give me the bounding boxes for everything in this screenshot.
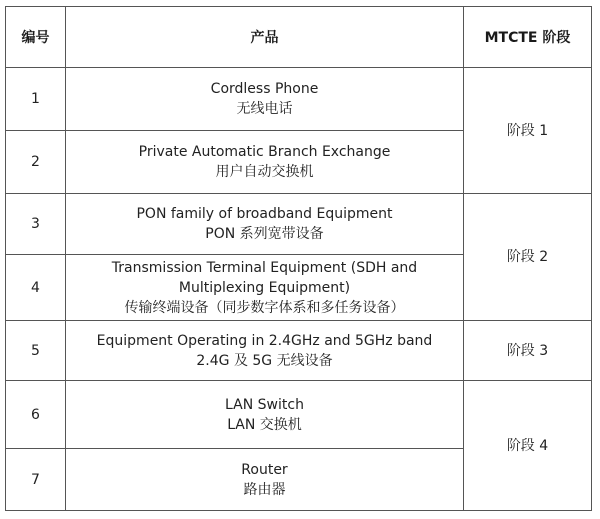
product-cell: [66, 381, 464, 449]
product-name-en: Private Automatic Branch Exchange: [138, 144, 391, 160]
product-name-zh: 2.4G 及 5G 无线设备: [196, 352, 333, 369]
product-cell: [66, 131, 464, 194]
header-stage: MTCTE 阶段: [464, 7, 592, 68]
product-name-en: Transmission Terminal Equipment (SDH and Multiplexing Equipment): [111, 259, 418, 296]
product-name-en: Router: [241, 461, 288, 478]
product-cell: [66, 194, 464, 255]
row-id: 7: [6, 449, 66, 511]
product-name-zh: 无线电话: [236, 101, 293, 117]
product-name-en: PON family of broadband Equipment: [136, 206, 393, 222]
table-row: [6, 321, 592, 381]
header-row: [6, 7, 592, 68]
header-id: 编号: [6, 7, 66, 68]
product-cell: [66, 255, 464, 321]
row-id: 1: [6, 68, 66, 131]
table-row: [6, 381, 592, 449]
product-cell: [66, 321, 464, 381]
table-row: [6, 68, 592, 131]
product-name-zh: PON 系列宽带设备: [205, 226, 324, 242]
product-cell: [66, 68, 464, 131]
mtcte-phase-table: [5, 6, 592, 511]
row-id: 2: [6, 131, 66, 194]
product-cell: [66, 449, 464, 511]
stage-cell: 阶段 1: [464, 68, 592, 194]
stage-cell: 阶段 2: [464, 194, 592, 321]
row-id: 4: [6, 255, 66, 321]
table-row: [6, 194, 592, 255]
row-id: 3: [6, 194, 66, 255]
product-name-en: Equipment Operating in 2.4GHz and 5GHz band: [96, 332, 433, 349]
header-product: 产品: [66, 7, 464, 68]
product-name-zh: 传输终端设备（同步数字体系和多任务设备）: [124, 299, 405, 316]
stage-cell: 阶段 3: [464, 321, 592, 381]
row-id: 5: [6, 321, 66, 381]
product-name-zh: 路由器: [243, 481, 286, 498]
row-id: 6: [6, 381, 66, 449]
product-name-zh: LAN 交换机: [227, 416, 302, 433]
stage-cell: 阶段 4: [464, 381, 592, 511]
product-name-zh: 用户自动交换机: [215, 164, 314, 180]
product-name-en: LAN Switch: [225, 396, 304, 413]
product-name-en: Cordless Phone: [210, 81, 319, 97]
